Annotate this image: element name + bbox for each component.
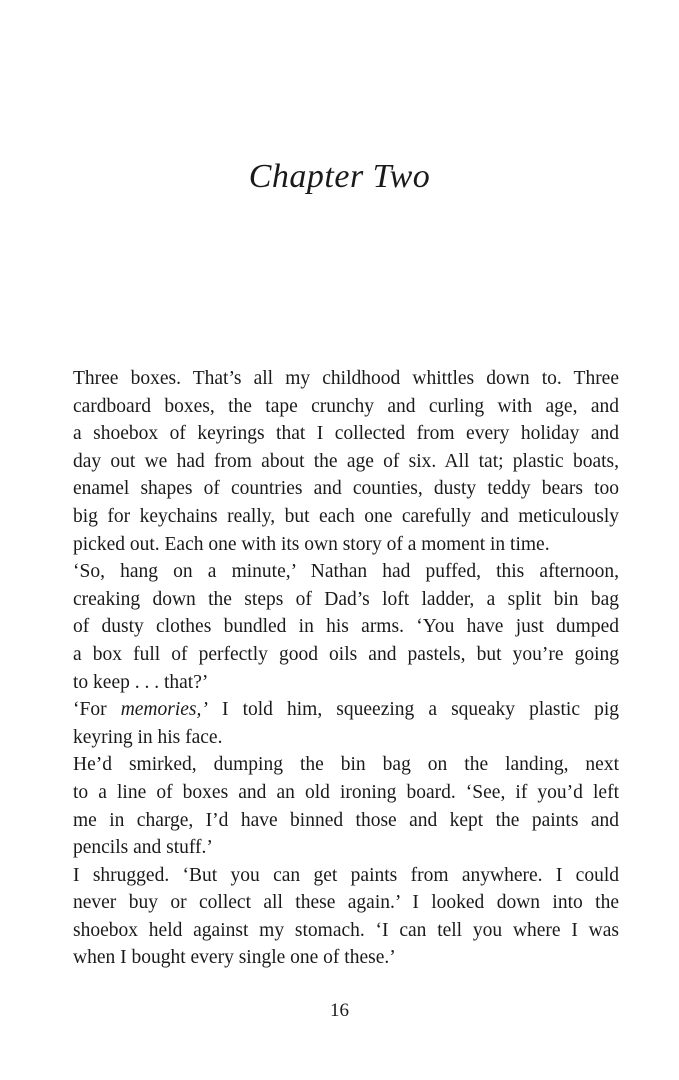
text-line: I shrugged. ‘But you can get paints from anywhere. I could [73, 864, 619, 886]
text-line: Three boxes. That’s all my childhood whittles down to. Three [73, 368, 619, 389]
text-fragment: I told him, squeezing a squeaky plastic pig [207, 699, 619, 721]
text-line: ‘So, hang on a minute,’ Nathan had puffed, this afternoon, [73, 561, 619, 583]
paragraph-5 [73, 862, 619, 972]
text-line: cardboard boxes, the tape crunchy and curling with age, and [73, 395, 619, 417]
text-line: shoebox held against my stomach. ‘I can tell you where I was [73, 919, 619, 941]
text-line: a shoebox of keyrings that I collected from every holiday and [73, 423, 619, 445]
paragraph-4 [73, 751, 619, 861]
text-line: when I bought every single one of these.’ [73, 947, 396, 969]
chapter-title: Chapter Two [248, 158, 431, 195]
emphasis-text: memories,’ [120, 699, 208, 721]
text-line: to a line of boxes and an old ironing board. ‘See, if you’d left [73, 781, 619, 803]
text-line: to keep . . . that?’ [73, 671, 209, 693]
text-line: big for keychains really, but each one carefully and meticulously [73, 505, 619, 527]
page-number: 16 [330, 1000, 349, 1021]
text-line: He’d smirked, dumping the bin bag on the landing, next [73, 754, 619, 776]
text-line: pencils and stuff.’ [73, 837, 213, 859]
text-line: of dusty clothes bundled in his arms. ‘You have just dumped [73, 616, 619, 638]
text-line: creaking down the steps of Dad’s loft ladder, a split bin bag [73, 588, 619, 610]
text-line: keyring in his face. [73, 726, 223, 748]
text-fragment: ‘For [73, 699, 121, 721]
text-line: day out we had from about the age of six. All tat; plastic boats, [73, 450, 619, 472]
paragraph-1 [73, 365, 619, 558]
text-line: enamel shapes of countries and counties, dusty teddy bears too [73, 478, 619, 500]
text-line: me in charge, I’d have binned those and kept the paints and [73, 809, 619, 831]
paragraph-3 [73, 696, 619, 751]
text-line [73, 696, 619, 724]
text-line: picked out. Each one with its own story of a moment in time. [73, 533, 550, 555]
paragraph-2 [73, 558, 619, 696]
text-line: never buy or collect all these again.’ I looked down into the [73, 892, 619, 914]
chapter-body [73, 365, 619, 972]
text-line: a box full of perfectly good oils and pastels, but you’re going [73, 643, 619, 665]
